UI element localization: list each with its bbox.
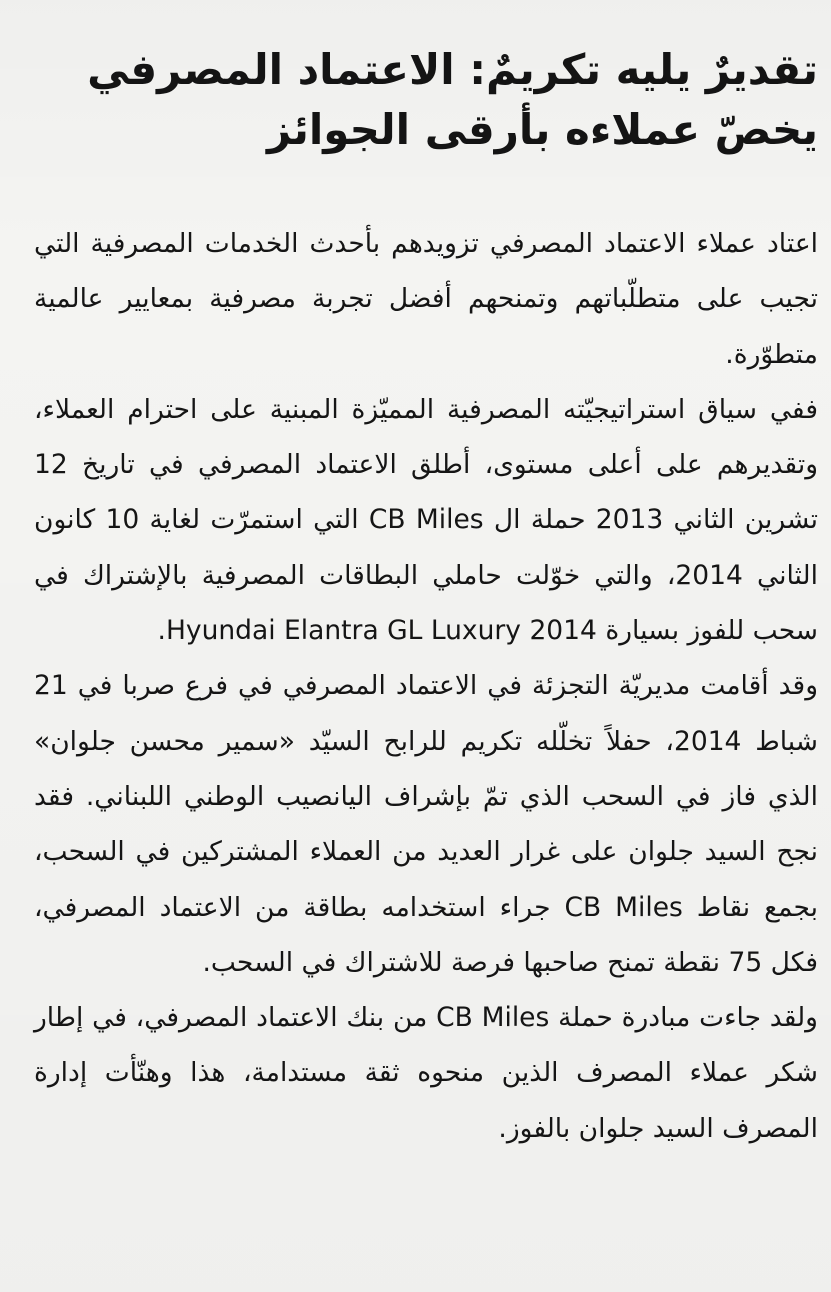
article: [34, 40, 818, 1156]
paragraph-2: ففي سياق استراتيجيّته المصرفية المميّزة المبنية على احترام العملاء، وتقديرهم على أعلى مستوى، أطلق الاعتماد المصرفي في تاريخ 12 تشرين الثاني 2013 حملة ال CB Miles التي استمرّت لغاية 10 كانون الثاني 2014، والتي خوّلت حاملي البطاقات المصرفية بالإشتراك في سحب للفوز بسيارة 2014 Hyundai Elantra GL Luxury.: [34, 393, 818, 647]
paragraph-1: اعتاد عملاء الاعتماد المصرفي تزويدهم بأحدث الخدمات المصرفية التي تجيب على متطلّباتهم وتمنحهم أفضل تجربة مصرفية بمعايير عالمية متطوّرة.: [34, 228, 818, 370]
title-line-2: يخصّ عملاءه بأرقى الجوائز: [267, 105, 818, 154]
article-title: [34, 40, 818, 160]
paragraph-4: ولقد جاءت مبادرة حملة CB Miles من بنك الاعتماد المصرفي، في إطار شكر عملاء المصرف الذين منحوه ثقة مستدامة، هذا وهنّأت إدارة المصرف السيد جلوان بالفوز.: [34, 1002, 818, 1144]
paragraph-3: وقد أقامت مديريّة التجزئة في الاعتماد المصرفي في فرع صربا في 21 شباط 2014، حفلاً تخلّله تكريم للرابح السيّد «سمير محسن جلوان» الذي فاز في السحب الذي تمّ بإشراف اليانصيب الوطني اللبناني. فقد نجح السيد جلوان على غرار العديد من العملاء المشتركين في السحب، بجمع نقاط CB Miles جراء استخدامه بطاقة من الاعتماد المصرفي، فكل 75 نقطة تمنح صاحبها فرصة للاشتراك في السحب.: [34, 670, 818, 978]
title-line-1: تقديرٌ يليه تكريمٌ: الاعتماد المصرفي: [87, 45, 818, 94]
